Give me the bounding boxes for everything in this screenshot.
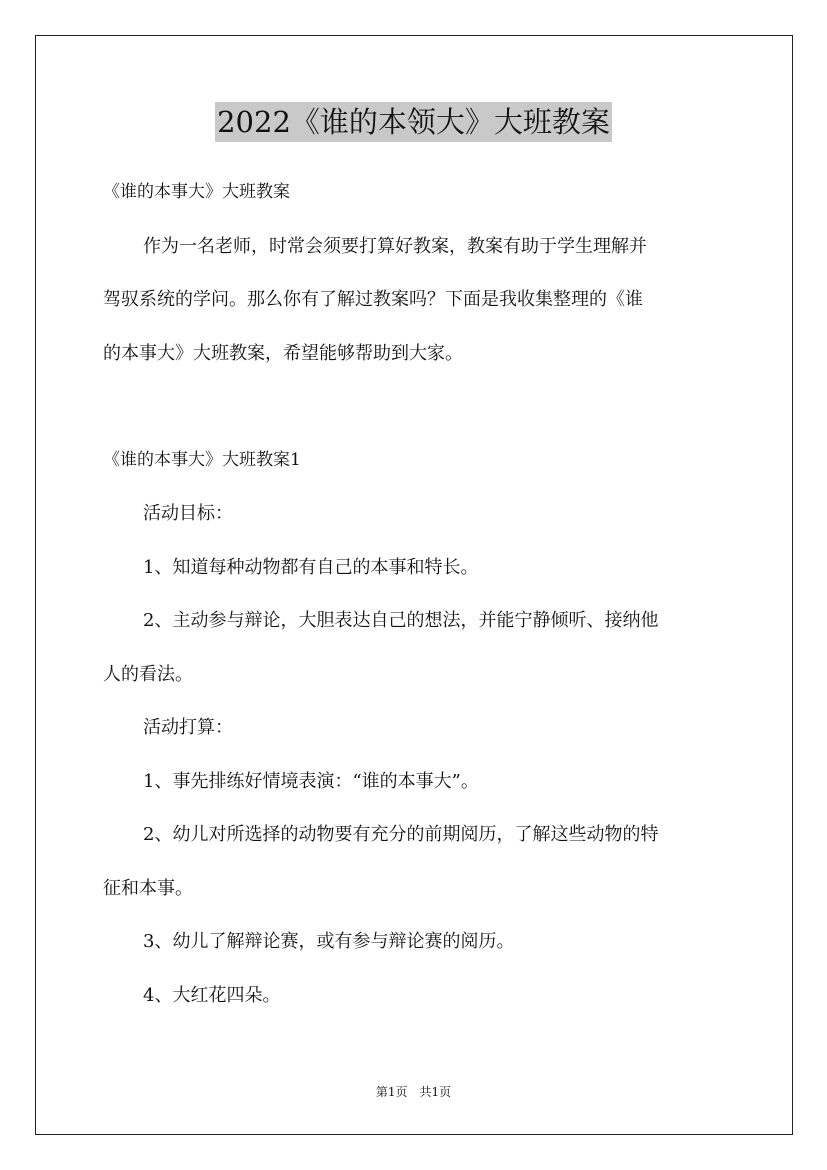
prep-item-2: 2、幼儿对所选择的动物要有充分的前期阅历，了解这些动物的特 [143,824,659,845]
page-footer: 第1页 共1页 [375,1085,452,1099]
intro-line-3: 的本事大》大班教案，希望能够帮助到大家。 [103,342,463,364]
prep-item-4: 4、大红花四朵。 [143,984,281,1006]
prep-item-3: 3、幼儿了解辩论赛，或有参与辩论赛的阅历。 [143,931,515,952]
document-title: 2022《谁的本领大》大班教案 [215,102,612,142]
goal-item-2: 2、主动参与辩论，大胆表达自己的想法，并能宁静倾听、接纳他 [143,610,659,631]
document-body [103,166,728,1022]
subtitle-heading: 《谁的本事大》大班教案 [103,182,290,202]
goal-item-1: 1、知道每种动物都有自己的本事和特长。 [143,556,479,578]
intro-line-1: 作为一名老师，时常会须要打算好教案，教案有助于学生理解并 [143,235,647,257]
paragraph-gap [103,380,728,434]
prep-item-1: 1、事先排练好情境表演：“谁的本事大”。 [143,770,479,792]
prep-item-2-continued: 征和本事。 [103,877,193,899]
section-heading: 《谁的本事大》大班教案1 [103,449,301,470]
prep-label: 活动打算： [143,717,233,738]
goals-label: 活动目标： [143,503,233,524]
title-container [0,102,827,142]
goal-item-2-continued: 人的看法。 [103,663,193,685]
intro-line-2: 驾驭系统的学问。那么你有了解过教案吗？下面是我收集整理的《谁 [103,289,643,310]
